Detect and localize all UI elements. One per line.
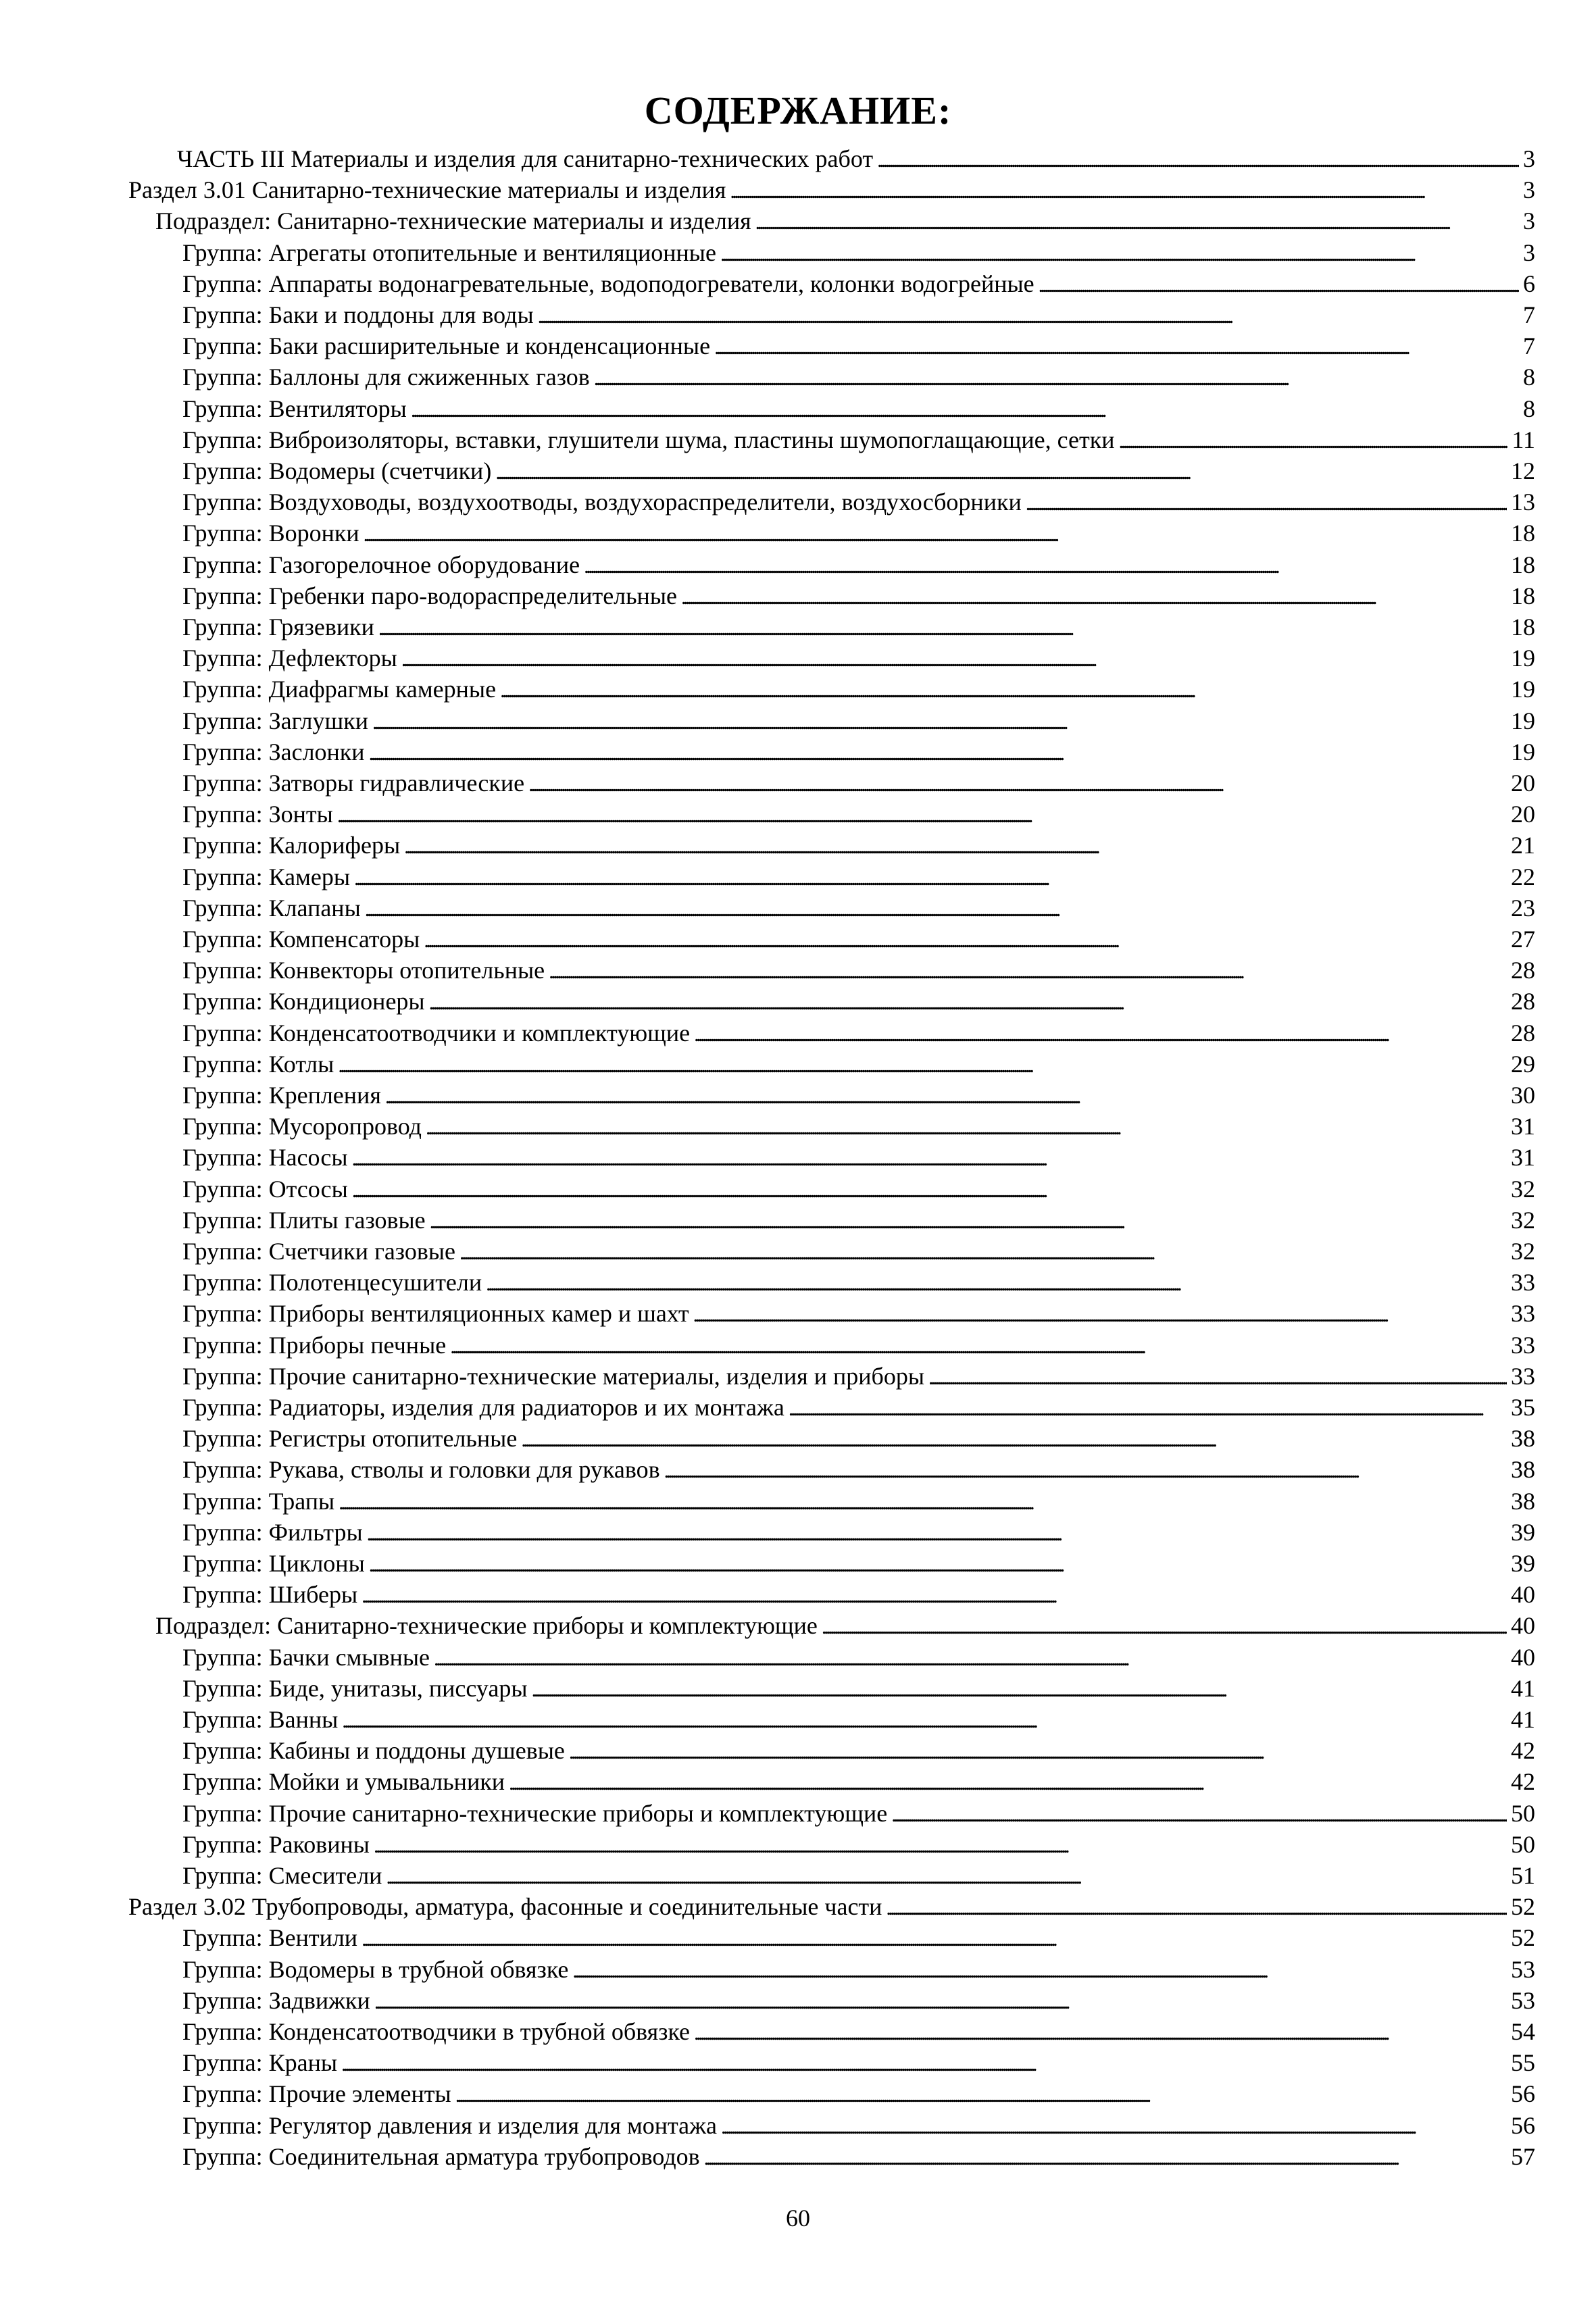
toc-entry-label: Группа: Краны [182,2049,338,2076]
toc-entry-label: Группа: Гребенки паро-водораспределительные [182,582,677,609]
toc-entry-label: Группа: Биде, унитазы, писсуары [182,1675,528,1702]
toc-entry-label: Группа: Конденсатоотводчики и комплектующие [182,1020,691,1047]
dot-leader [378,611,1507,645]
toc-entry-label: Группа: Воздуховоды, воздухоотводы, воздухораспределители, воздухосборники [182,488,1022,515]
toc-entry-page: 42 [1511,1737,1535,1764]
toc-entry [182,1454,1535,1485]
dot-leader [521,1423,1507,1456]
toc-entry [182,424,1535,455]
toc-entry [182,1392,1535,1423]
dot-leader [721,2110,1507,2143]
toc-entry-page: 8 [1523,363,1535,391]
dot-leader [338,1049,1507,1082]
toc-entry-page: 50 [1511,1800,1535,1827]
toc-entry-label: Группа: Конденсатоотводчики в трубной обвязке [182,2018,691,2045]
toc-entry [182,1673,1535,1704]
toc-entry [182,299,1535,330]
toc-entry-label: Группа: Циклоны [182,1550,365,1577]
dot-leader [714,330,1519,363]
toc-entry-page: 41 [1511,1706,1535,1733]
toc-entry-page: 3 [1523,239,1535,266]
toc-entry [182,1517,1535,1548]
toc-entry [182,674,1535,705]
toc-entry-label: Группа: Приборы печные [182,1332,447,1359]
dot-leader [1118,424,1507,457]
dot-leader [509,1766,1507,1799]
dot-leader [928,1361,1507,1394]
toc-entry-page: 19 [1511,645,1535,672]
toc-entry [182,611,1535,643]
toc-entry [182,705,1535,736]
dot-leader [572,1954,1507,1987]
dot-leader [434,1642,1507,1675]
toc-entry-label: Группа: Агрегаты отопительные и вентиляционные [182,239,716,266]
toc-entry-label: Группа: Вентили [182,1924,358,1951]
toc-entry-label: Группа: Полотенцесушители [182,1269,482,1296]
toc-entry-label: Группа: Затворы гидравлические [182,770,525,797]
toc-entry [182,1829,1535,1860]
toc-entry-page: 19 [1511,738,1535,765]
dot-leader [549,955,1507,988]
toc-entry-page: 42 [1511,1768,1535,1795]
dot-leader [822,1610,1507,1643]
toc-entry-label: Подраздел: Санитарно-технические приборы и комплектующие [155,1612,818,1639]
toc-entry [182,1766,1535,1797]
toc-entry-label: Группа: Диафрагмы камерные [182,676,497,703]
toc-entry-page: 56 [1511,2112,1535,2139]
dot-leader [404,830,1507,863]
toc-entry-label: Группа: Зонты [182,801,333,828]
dot-leader [500,674,1507,707]
toc-entry-page: 33 [1511,1332,1535,1359]
dot-leader [730,174,1519,207]
dot-leader [401,643,1507,676]
dot-leader [694,2016,1507,2049]
toc-entry-page: 32 [1511,1207,1535,1234]
toc-entry-page: 33 [1511,1363,1535,1390]
toc-entry [182,1954,1535,1985]
toc-entry-page: 6 [1523,270,1535,297]
toc-entry [182,268,1535,299]
toc-entry-label: Раздел 3.01 Санитарно-технические материалы и изделия [128,176,726,203]
toc-entry-label: Группа: Задвижки [182,1987,370,2014]
toc-entry [182,1080,1535,1111]
toc-entry [182,518,1535,549]
toc-entry-page: 18 [1511,582,1535,609]
toc-entry-page: 21 [1511,832,1535,859]
toc-entry-label: Группа: Калориферы [182,832,401,859]
toc-entry-label: Группа: Бачки смывные [182,1644,430,1671]
toc-entry [182,1486,1535,1517]
toc-entry-label: Группа: Соединительная арматура трубопроводов [182,2143,700,2170]
toc-entry-label: Группа: Котлы [182,1051,334,1078]
dot-leader [361,1922,1507,1955]
toc-entry-page: 31 [1511,1144,1535,1171]
toc-entry-label: Группа: Трапы [182,1488,335,1515]
toc-entry-label: Группа: Мойки и умывальники [182,1768,505,1795]
toc-entry-label: Группа: Водомеры в трубной обвязке [182,1956,569,1983]
dot-leader [450,1330,1507,1363]
dot-leader [789,1392,1507,1425]
toc-entry [182,799,1535,830]
toc-entry-page: 18 [1511,551,1535,578]
toc-entry [182,1423,1535,1454]
toc-entry-page: 28 [1511,988,1535,1015]
toc-entry-label: Группа: Камеры [182,863,351,890]
toc-entry [182,1174,1535,1205]
toc-entry-page: 35 [1511,1394,1535,1421]
toc-entry-page: 33 [1511,1300,1535,1327]
toc-entry-page: 38 [1511,1488,1535,1515]
toc-entry [177,143,1535,174]
dot-leader [694,1017,1507,1051]
toc-entry-page: 7 [1523,332,1535,359]
toc-entry-page: 52 [1511,1893,1535,1920]
dot-leader [429,986,1507,1019]
toc-entry-page: 12 [1511,457,1535,484]
dot-leader [681,580,1507,613]
toc-entry-label: Группа: Кондиционеры [182,988,425,1015]
toc-entry-label: Группа: Вентиляторы [182,395,407,422]
toc-entry-page: 39 [1511,1519,1535,1546]
toc-entry-label: Группа: Заглушки [182,707,368,734]
toc-entry-page: 51 [1511,1862,1535,1889]
toc-entry [182,955,1535,986]
toc-entry-label: Группа: Баки расширительные и конденсационные [182,332,711,359]
toc-entry-page: 39 [1511,1550,1535,1577]
toc-entry-page: 33 [1511,1269,1535,1296]
page-number: 60 [786,2205,810,2232]
toc-entry-page: 27 [1511,926,1535,953]
dot-leader [386,1860,1507,1893]
toc-entry [182,1236,1535,1267]
dot-leader [374,1829,1507,1862]
toc-entry-page: 19 [1511,707,1535,734]
toc-entry [182,237,1535,268]
toc-entry-page: 32 [1511,1176,1535,1203]
toc-entry-page: 54 [1511,2018,1535,2045]
toc-entry-label: Группа: Ванны [182,1706,339,1733]
toc-entry-label: Группа: Прочие санитарно-технические приборы и комплектующие [182,1800,888,1827]
toc-entry [182,986,1535,1017]
dot-leader [704,2141,1507,2174]
toc-entry-label: Группа: Водомеры (счетчики) [182,457,492,484]
toc-entry-label: Группа: Дефлекторы [182,645,397,672]
toc-entry-label: Группа: Грязевики [182,613,374,640]
dot-leader [352,1174,1507,1207]
toc-entry [182,2141,1535,2172]
toc-entry [128,174,1535,205]
toc-entry-page: 7 [1523,301,1535,328]
toc-entry [182,2047,1535,2078]
toc-entry-label: Группа: Рукава, стволы и головки для рукавов [182,1456,660,1483]
toc-entry-label: Группа: Фильтры [182,1519,363,1546]
page-title: СОДЕРЖАНИЕ: [644,89,952,132]
dot-leader [755,205,1519,238]
toc-entry-page: 53 [1511,1956,1535,1983]
toc-entry [182,361,1535,393]
toc-entry-label: Группа: Заслонки [182,738,365,765]
toc-entry [182,830,1535,861]
toc-entry-page: 3 [1523,207,1535,234]
dot-leader [424,924,1507,957]
dot-leader [486,1267,1507,1300]
toc-entry [182,1860,1535,1891]
dot-leader [459,1236,1507,1269]
dot-leader [455,2078,1507,2111]
toc-entry-page: 40 [1511,1644,1535,1671]
toc-entry-page: 31 [1511,1113,1535,1140]
toc-entry-page: 40 [1511,1581,1535,1608]
toc-entry-label: Группа: Раковины [182,1831,370,1858]
toc-entry-page: 41 [1511,1675,1535,1702]
toc-entry-label: Группа: Воронки [182,520,359,547]
toc-entry [182,1735,1535,1766]
dot-leader [369,1548,1507,1581]
toc-entry-label: Группа: Крепления [182,1082,381,1109]
toc-entry-label: Группа: Баки и поддоны для воды [182,301,534,328]
toc-entry-page: 38 [1511,1425,1535,1452]
dot-leader [411,393,1519,426]
toc-entry-page: 28 [1511,1020,1535,1047]
dot-leader [426,1111,1507,1144]
toc-entry-page: 29 [1511,1051,1535,1078]
dot-leader [1026,486,1507,520]
toc-entry-label: Группа: Радиаторы, изделия для радиаторов и их монтажа [182,1394,784,1421]
toc-entry [182,861,1535,892]
toc-entry [182,1361,1535,1392]
toc-entry-page: 32 [1511,1238,1535,1265]
dot-leader [352,1142,1507,1175]
toc-entry-page: 8 [1523,395,1535,422]
toc-entry [182,1049,1535,1080]
dot-leader [365,892,1507,926]
toc-entry-label: Группа: Баллоны для сжиженных газов [182,363,590,391]
toc-entry-label: Группа: Клапаны [182,895,361,922]
toc-entry-label: Группа: Приборы вентиляционных камер и шахт [182,1300,689,1327]
dot-leader [367,1517,1507,1550]
toc-entry [182,1642,1535,1673]
toc-entry-page: 22 [1511,863,1535,890]
toc-entry-page: 40 [1511,1612,1535,1639]
toc-entry-label: Группа: Конвекторы отопительные [182,957,545,984]
toc-entry-page: 38 [1511,1456,1535,1483]
toc-entry-page: 28 [1511,957,1535,984]
toc-entry-label: Группа: Регистры отопительные [182,1425,518,1452]
toc-entry-page: 53 [1511,1987,1535,2014]
dot-leader [372,705,1507,738]
dot-leader [693,1298,1507,1331]
toc-entry-label: Группа: Насосы [182,1144,348,1171]
toc-entry [182,1985,1535,2016]
toc-entry [182,1704,1535,1735]
toc-entry-page: 18 [1511,520,1535,547]
dot-leader [528,768,1507,801]
toc-entry-label: Группа: Отсосы [182,1176,348,1203]
toc-entry [182,1267,1535,1298]
toc-entry-page: 11 [1512,426,1535,453]
dot-leader [877,143,1519,176]
dot-leader [584,549,1507,582]
toc-entry [182,2110,1535,2141]
dot-leader [1039,268,1519,301]
toc-entry [182,1205,1535,1236]
toc-entry-page: 18 [1511,613,1535,640]
dot-leader [532,1673,1507,1706]
toc-entry-page: 13 [1511,488,1535,515]
toc-entry-page: 20 [1511,770,1535,797]
toc-entry-label: Группа: Газогорелочное оборудование [182,551,580,578]
toc-entry-label: Группа: Мусоропровод [182,1113,422,1140]
toc-entry-label: Группа: Смесители [182,1862,382,1889]
toc-entry [182,486,1535,518]
dot-leader [374,1985,1507,2018]
toc-entry-page: 20 [1511,801,1535,828]
toc-entry-label: Группа: Виброизоляторы, вставки, глушители шума, пластины шумопоглащающие, сетки [182,426,1115,453]
toc-entry [182,1548,1535,1579]
toc-entry-label: Группа: Прочие элементы [182,2080,451,2107]
toc-entry [182,768,1535,799]
toc-entry [182,1111,1535,1142]
toc-entry [182,1798,1535,1829]
dot-leader [354,861,1507,895]
toc-entry-page: 52 [1511,1924,1535,1951]
toc-entry-label: Группа: Аппараты водонагревательные, водоподогреватели, колонки водогрейные [182,270,1034,297]
dot-leader [538,299,1519,332]
toc-entry [182,1017,1535,1049]
toc-entry [182,2078,1535,2109]
dot-leader [364,518,1507,551]
toc-entry [182,924,1535,955]
toc-entry [155,205,1535,236]
toc-entry [182,1330,1535,1361]
toc-entry [182,1922,1535,1953]
toc-entry-page: 57 [1511,2143,1535,2170]
dot-leader [369,736,1507,770]
toc-entry-label: Группа: Регулятор давления и изделия для монтажа [182,2112,717,2139]
dot-leader [569,1735,1507,1768]
toc-entry-label: Подраздел: Санитарно-технические материалы и изделия [155,207,751,234]
toc-entry-label: Раздел 3.02 Трубопроводы, арматура, фасонные и соединительные части [128,1893,882,1920]
toc-entry-label: Группа: Счетчики газовые [182,1238,455,1265]
dot-leader [385,1080,1507,1113]
dot-leader [339,1486,1507,1519]
toc-entry-label: Группа: Прочие санитарно-технические материалы, изделия и приборы [182,1363,925,1390]
toc-entry-label: Группа: Плиты газовые [182,1207,426,1234]
toc-entry [182,1579,1535,1610]
dot-leader [430,1205,1507,1238]
dot-leader [594,361,1519,395]
toc-entry [182,580,1535,611]
toc-entry [182,1142,1535,1173]
toc-entry-page: 3 [1523,176,1535,203]
dot-leader [720,237,1519,270]
toc-entry [128,1891,1535,1922]
toc-entry-page: 19 [1511,676,1535,703]
dot-leader [495,455,1507,488]
toc-entry [182,643,1535,674]
dot-leader [337,799,1507,832]
dot-leader [886,1891,1507,1924]
toc-entry [182,549,1535,580]
toc-entry-page: 23 [1511,895,1535,922]
toc-entry-page: 30 [1511,1082,1535,1109]
toc-entry [182,736,1535,768]
dot-leader [891,1798,1507,1831]
toc-entry [182,2016,1535,2047]
toc-entry-page: 3 [1523,145,1535,172]
dot-leader [342,1704,1507,1737]
toc-entry [182,892,1535,924]
toc-entry-page: 55 [1511,2049,1535,2076]
toc-entry [182,330,1535,361]
toc-entry-label: Группа: Кабины и поддоны душевые [182,1737,565,1764]
toc-entry-label: ЧАСТЬ III Материалы и изделия для санитарно-технических работ [177,145,874,172]
toc-entry-label: Группа: Шиберы [182,1581,358,1608]
toc-entry [155,1610,1535,1641]
toc-entry [182,455,1535,486]
toc-entry-page: 56 [1511,2080,1535,2107]
dot-leader [664,1454,1507,1487]
toc-entry [182,1298,1535,1329]
dot-leader [341,2047,1507,2080]
toc-entry [182,393,1535,424]
toc-entry-label: Группа: Компенсаторы [182,926,420,953]
toc-entry-page: 50 [1511,1831,1535,1858]
dot-leader [361,1579,1507,1612]
